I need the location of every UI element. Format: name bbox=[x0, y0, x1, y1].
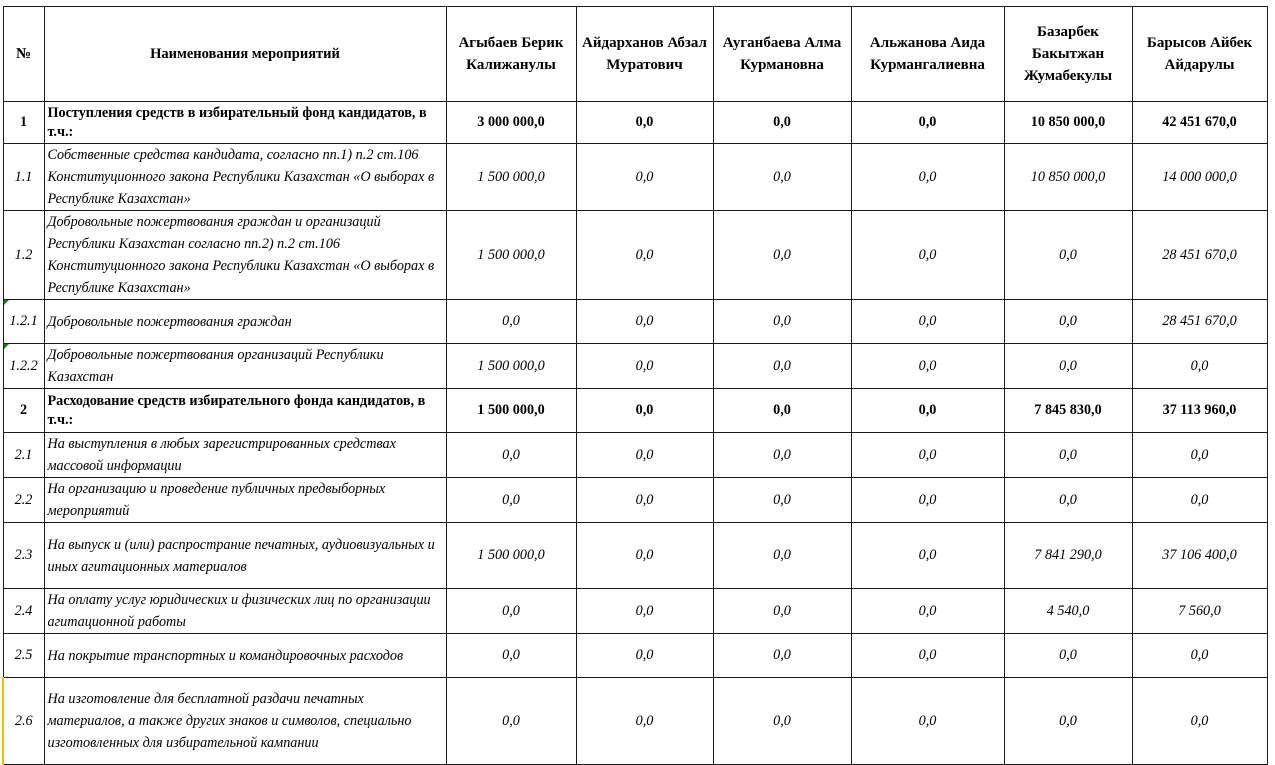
row-value: 0,0 bbox=[851, 478, 1004, 523]
row-value: 0,0 bbox=[576, 678, 713, 765]
row-value: 0,0 bbox=[446, 478, 576, 523]
row-value: 0,0 bbox=[1004, 300, 1132, 344]
row-value: 0,0 bbox=[851, 102, 1004, 144]
row-value: 0,0 bbox=[446, 678, 576, 765]
row-activity-name: На организацию и проведение публичных предвыборных мероприятий bbox=[44, 478, 446, 523]
row-value: 0,0 bbox=[713, 478, 851, 523]
header-row bbox=[3, 7, 1267, 102]
row-value: 0,0 bbox=[851, 523, 1004, 589]
row-number: 2.1 bbox=[3, 433, 44, 478]
row-value: 0,0 bbox=[851, 300, 1004, 344]
row-value: 0,0 bbox=[713, 634, 851, 678]
table-row bbox=[3, 433, 1267, 478]
row-value: 0,0 bbox=[851, 389, 1004, 433]
row-number: 1.1 bbox=[3, 144, 44, 211]
row-value: 0,0 bbox=[576, 211, 713, 300]
row-value: 3 000 000,0 bbox=[446, 102, 576, 144]
row-activity-name: На оплату услуг юридических и физических лиц по организации агитационной работы bbox=[44, 589, 446, 634]
row-value: 0,0 bbox=[576, 478, 713, 523]
row-activity-name: Добровольные пожертвования организаций Республики Казахстан bbox=[44, 344, 446, 389]
row-activity-name: На выпуск и (или) распространие печатных, аудиовизуальных и иных агитационных материалов bbox=[44, 523, 446, 589]
header-candidate: Ауганбаева Алма Курмановна bbox=[713, 7, 851, 102]
row-value: 0,0 bbox=[576, 389, 713, 433]
row-number: 2.3 bbox=[3, 523, 44, 589]
table-row bbox=[3, 102, 1267, 144]
row-number: 2 bbox=[3, 389, 44, 433]
row-value: 0,0 bbox=[576, 144, 713, 211]
row-value: 0,0 bbox=[1132, 433, 1267, 478]
row-value: 7 841 290,0 bbox=[1004, 523, 1132, 589]
row-value: 0,0 bbox=[713, 433, 851, 478]
row-value: 0,0 bbox=[713, 211, 851, 300]
row-value: 0,0 bbox=[576, 300, 713, 344]
table-row bbox=[3, 300, 1267, 344]
row-value: 0,0 bbox=[446, 634, 576, 678]
row-value: 0,0 bbox=[713, 300, 851, 344]
row-value: 0,0 bbox=[576, 102, 713, 144]
row-value: 0,0 bbox=[851, 344, 1004, 389]
row-value: 1 500 000,0 bbox=[446, 211, 576, 300]
row-activity-name: Собственные средства кандидата, согласно пп.1) п.2 ст.106 Конституционного закона Республики Казахстан «О выборах в Республике Казахстан» bbox=[44, 144, 446, 211]
header-number: № bbox=[3, 7, 44, 102]
row-value: 0,0 bbox=[576, 589, 713, 634]
row-value: 4 540,0 bbox=[1004, 589, 1132, 634]
row-number: 1.2 bbox=[3, 211, 44, 300]
row-value: 0,0 bbox=[713, 102, 851, 144]
row-activity-name: Добровольные пожертвования граждан и организаций Республики Казахстан согласно пп.2) п.2 ст.106 Конституционного закона Республики Казахстан «О выборах в Республике Казахстан» bbox=[44, 211, 446, 300]
row-value: 0,0 bbox=[1004, 344, 1132, 389]
row-value: 0,0 bbox=[851, 211, 1004, 300]
row-value: 0,0 bbox=[1132, 344, 1267, 389]
row-value: 0,0 bbox=[713, 344, 851, 389]
row-value: 0,0 bbox=[713, 589, 851, 634]
row-value: 0,0 bbox=[446, 433, 576, 478]
table-row bbox=[3, 478, 1267, 523]
header-activity-name: Наименования мероприятий bbox=[44, 7, 446, 102]
row-value: 37 106 400,0 bbox=[1132, 523, 1267, 589]
row-value: 0,0 bbox=[1004, 211, 1132, 300]
row-value: 7 560,0 bbox=[1132, 589, 1267, 634]
table-row bbox=[3, 211, 1267, 300]
row-value: 0,0 bbox=[851, 678, 1004, 765]
row-activity-name: Добровольные пожертвования граждан bbox=[44, 300, 446, 344]
table-row bbox=[3, 344, 1267, 389]
campaign-fund-table bbox=[2, 6, 1268, 765]
row-value: 28 451 670,0 bbox=[1132, 300, 1267, 344]
row-value: 0,0 bbox=[1132, 634, 1267, 678]
table-row bbox=[3, 389, 1267, 433]
row-activity-name: На выступления в любых зарегистрированных средствах массовой информации bbox=[44, 433, 446, 478]
row-value: 10 850 000,0 bbox=[1004, 102, 1132, 144]
row-value: 7 845 830,0 bbox=[1004, 389, 1132, 433]
row-value: 0,0 bbox=[851, 634, 1004, 678]
row-value: 0,0 bbox=[576, 634, 713, 678]
row-value: 0,0 bbox=[446, 300, 576, 344]
row-number: 1 bbox=[3, 102, 44, 144]
row-value: 0,0 bbox=[1132, 678, 1267, 765]
header-candidate: Айдарханов Абзал Муратович bbox=[576, 7, 713, 102]
row-number: 2.2 bbox=[3, 478, 44, 523]
header-candidate: Барысов Айбек Айдарулы bbox=[1132, 7, 1267, 102]
row-value: 0,0 bbox=[851, 144, 1004, 211]
row-value: 0,0 bbox=[713, 678, 851, 765]
row-number: 2.6 bbox=[3, 678, 44, 765]
row-value: 28 451 670,0 bbox=[1132, 211, 1267, 300]
row-value: 1 500 000,0 bbox=[446, 523, 576, 589]
row-activity-name: Поступления средств в избирательный фонд кандидатов, в т.ч.: bbox=[44, 102, 446, 144]
row-value: 37 113 960,0 bbox=[1132, 389, 1267, 433]
row-value: 14 000 000,0 bbox=[1132, 144, 1267, 211]
row-value: 0,0 bbox=[1004, 634, 1132, 678]
row-value: 0,0 bbox=[1004, 433, 1132, 478]
row-value: 1 500 000,0 bbox=[446, 144, 576, 211]
row-activity-name: Расходование средств избирательного фонда кандидатов, в т.ч.: bbox=[44, 389, 446, 433]
row-value: 0,0 bbox=[1132, 478, 1267, 523]
row-value: 0,0 bbox=[713, 389, 851, 433]
header-candidate: Агыбаев Берик Калижанулы bbox=[446, 7, 576, 102]
row-value: 42 451 670,0 bbox=[1132, 102, 1267, 144]
row-value: 0,0 bbox=[1004, 678, 1132, 765]
row-value: 0,0 bbox=[576, 344, 713, 389]
row-value: 10 850 000,0 bbox=[1004, 144, 1132, 211]
table-row bbox=[3, 589, 1267, 634]
row-value: 0,0 bbox=[713, 523, 851, 589]
row-value: 0,0 bbox=[851, 589, 1004, 634]
row-number: 2.5 bbox=[3, 634, 44, 678]
row-number: 1.2.1 bbox=[3, 300, 44, 344]
row-number: 1.2.2 bbox=[3, 344, 44, 389]
row-value: 0,0 bbox=[1004, 478, 1132, 523]
row-number: 2.4 bbox=[3, 589, 44, 634]
table-row bbox=[3, 678, 1267, 765]
row-value: 0,0 bbox=[576, 433, 713, 478]
table-row bbox=[3, 144, 1267, 211]
row-value: 0,0 bbox=[851, 433, 1004, 478]
table-row bbox=[3, 634, 1267, 678]
row-value: 0,0 bbox=[713, 144, 851, 211]
row-value: 1 500 000,0 bbox=[446, 389, 576, 433]
header-candidate: Базарбек Бакытжан Жумабекулы bbox=[1004, 7, 1132, 102]
table-row bbox=[3, 523, 1267, 589]
row-value: 1 500 000,0 bbox=[446, 344, 576, 389]
row-activity-name: На покрытие транспортных и командировочных расходов bbox=[44, 634, 446, 678]
row-value: 0,0 bbox=[446, 589, 576, 634]
row-value: 0,0 bbox=[576, 523, 713, 589]
header-candidate: Альжанова Аида Курмангалиевна bbox=[851, 7, 1004, 102]
row-activity-name: На изготовление для бесплатной раздачи печатных материалов, а также других знаков и символов, специально изготовленных для избирательной кампании bbox=[44, 678, 446, 765]
